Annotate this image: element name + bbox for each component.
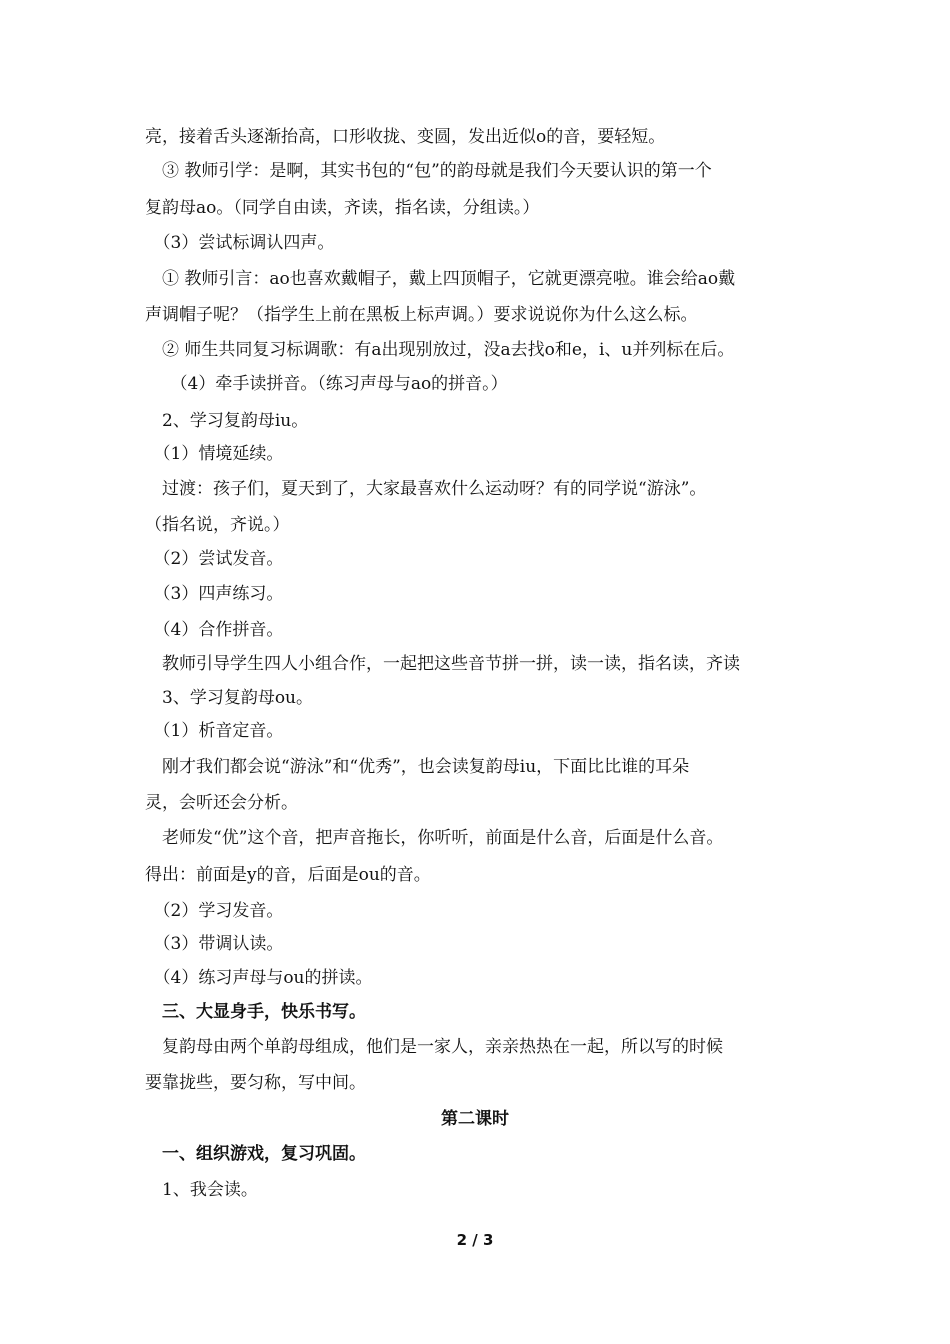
text-line: 老师发“优”这个音，把声音拖长，你听听，前面是什么音，后面是什么音。 [145, 828, 724, 848]
text-line: （4）练习声母与ou的拼读。 [145, 968, 373, 988]
text-line: 要靠拢些，要匀称，写中间。 [145, 1073, 366, 1093]
text-line: （3）四声练习。 [145, 584, 284, 604]
text-line: （2）学习发音。 [145, 901, 284, 921]
text-line: （1）析音定音。 [145, 721, 284, 741]
text-line: ③ 教师引学：是啊，其实书包的“包”的韵母就是我们今天要认识的第一个 [145, 161, 712, 181]
text-line: 亮，接着舌头逐渐抬高，口形收拢、变圆，发出近似o的音，要轻短。 [145, 127, 666, 147]
text-line: （指名说，齐说。） [145, 515, 290, 535]
text-line: （2）尝试发音。 [145, 549, 284, 569]
text-line: 复韵母由两个单韵母组成，他们是一家人，亲亲热热在一起，所以写的时候 [145, 1037, 723, 1057]
text-line: 2、学习复韵母iu。 [145, 411, 309, 431]
section-heading: 一、组织游戏，复习巩固。 [145, 1144, 366, 1164]
text-line: 声调帽子呢？（指学生上前在黑板上标声调。）要求说说你为什么这么标。 [145, 305, 698, 325]
text-line: 3、学习复韵母ou。 [145, 688, 313, 708]
text-line: （4）合作拼音。 [145, 620, 284, 640]
text-line: 得出：前面是y的音，后面是ou的音。 [145, 865, 431, 885]
text-line: 教师引导学生四人小组合作，一起把这些音节拼一拼，读一读，指名读，齐读 [145, 654, 740, 674]
text-line: （3）尝试标调认四声。 [145, 233, 335, 253]
text-line: 过渡：孩子们，夏天到了，大家最喜欢什么运动呀？有的同学说“游泳”。 [145, 479, 707, 499]
lesson-title: 第二课时 [441, 1109, 509, 1129]
text-line: （1）情境延续。 [145, 444, 284, 464]
text-line: ② 师生共同复习标调歌：有a出现别放过，没a去找o和e，i、u并列标在后。 [145, 340, 735, 360]
text-line: 灵，会听还会分析。 [145, 793, 298, 813]
text-line: ① 教师引言：ao也喜欢戴帽子，戴上四顶帽子，它就更漂亮啦。谁会给ao戴 [145, 269, 736, 289]
section-heading: 三、大显身手，快乐书写。 [145, 1002, 366, 1022]
text-line: （3）带调认读。 [145, 934, 284, 954]
text-line: 1、我会读。 [145, 1180, 258, 1200]
text-line: 刚才我们都会说“游泳”和“优秀”，也会读复韵母iu，下面比比谁的耳朵 [145, 757, 690, 777]
page-number: 2 / 3 [456, 1231, 494, 1249]
text-line: （4）牵手读拼音。（练习声母与ao的拼音。） [145, 374, 508, 394]
text-line: 复韵母ao。（同学自由读，齐读，指名读，分组读。） [145, 198, 540, 218]
